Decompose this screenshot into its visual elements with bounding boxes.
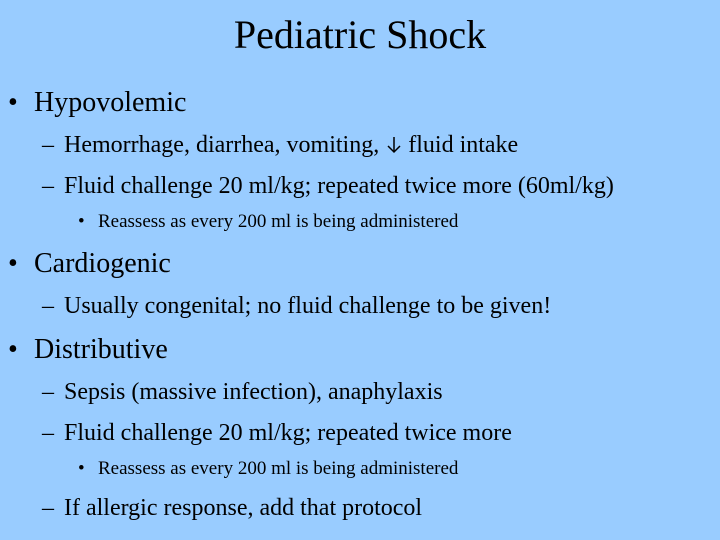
dash-marker: –	[42, 420, 54, 446]
bullet-marker: •	[78, 211, 85, 232]
sub-bullet-distributive-allergic	[42, 493, 422, 523]
sub-bullet-text: Hemorrhage, diarrhea, vomiting,	[64, 132, 380, 158]
bullet-distributive	[8, 333, 168, 367]
bullet-marker: •	[78, 458, 85, 479]
note-distributive-reassess	[78, 457, 458, 481]
sub-bullet-text: Sepsis (massive infection), anaphylaxis	[64, 379, 443, 405]
dash-marker: –	[42, 173, 54, 199]
bullet-marker: •	[8, 334, 18, 365]
sub-bullet-distributive-causes	[42, 377, 443, 407]
bullet-hypovolemic	[8, 86, 186, 120]
note-text: Reassess as every 200 ml is being administered	[98, 211, 459, 232]
dash-marker: –	[42, 379, 54, 405]
note-hypovolemic-reassess	[78, 210, 458, 234]
dash-marker: –	[42, 132, 54, 158]
bullet-marker: •	[8, 87, 18, 118]
bullet-label: Hypovolemic	[34, 87, 187, 118]
sub-bullet-distributive-fluid	[42, 418, 512, 448]
sub-bullet-text: If allergic response, add that protocol	[64, 495, 423, 521]
sub-bullet-text: Usually congenital; no fluid challenge to be given!	[64, 293, 552, 319]
sub-bullet-hypovolemic-causes	[42, 130, 518, 160]
sub-bullet-hypovolemic-fluid	[42, 171, 614, 201]
bullet-cardiogenic	[8, 247, 171, 281]
sub-bullet-cardiogenic	[42, 291, 551, 321]
bullet-marker: •	[8, 248, 18, 279]
slide-title: Pediatric Shock	[233, 12, 487, 57]
bullet-label: Cardiogenic	[34, 248, 171, 279]
note-text: Reassess as every 200 ml is being administered	[98, 458, 459, 479]
down-arrow-icon	[385, 136, 403, 154]
dash-marker: –	[42, 293, 54, 319]
dash-marker: –	[42, 495, 54, 521]
sub-bullet-text: Fluid challenge 20 ml/kg; repeated twice more (60ml/kg)	[64, 173, 614, 199]
bullet-label: Distributive	[34, 334, 168, 365]
sub-bullet-text: fluid intake	[408, 132, 519, 158]
sub-bullet-text: Fluid challenge 20 ml/kg; repeated twice more	[64, 420, 512, 446]
